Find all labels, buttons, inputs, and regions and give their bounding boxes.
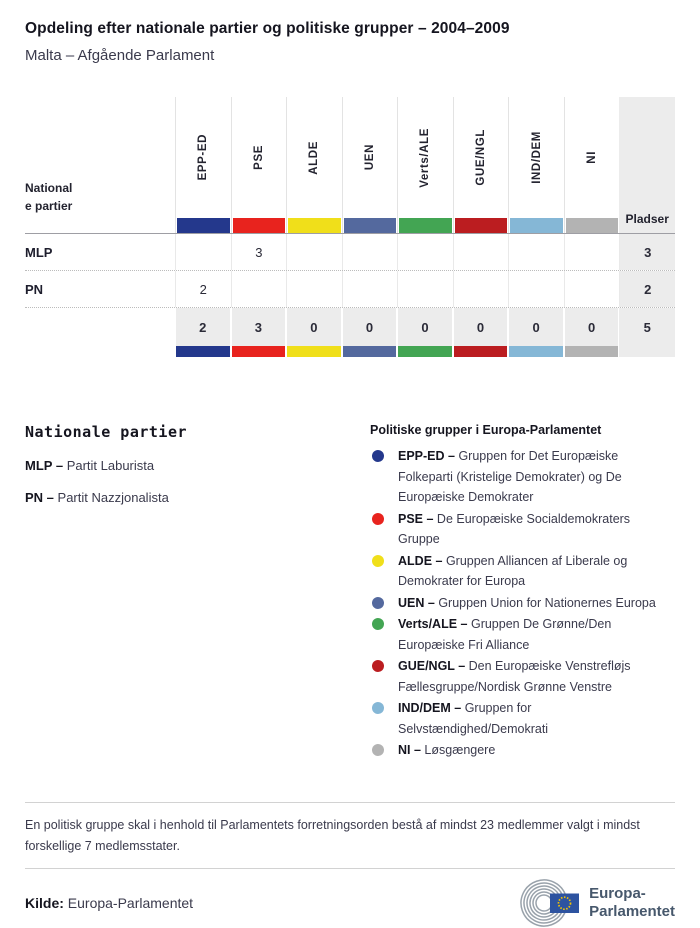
group-color-bar	[398, 346, 452, 357]
table-row-pn	[25, 271, 675, 308]
group-color-dot	[372, 660, 384, 672]
group-legend-item: IND/DEM – Gruppen for Selvstændighed/Demokrati	[370, 698, 675, 739]
total-cell: 0	[565, 308, 619, 346]
group-color-dot	[372, 555, 384, 567]
total-cell: 0	[398, 308, 452, 346]
national-parties-title: Nationale partier	[25, 423, 188, 441]
total-seats-cell: 5	[619, 308, 675, 346]
corner-header	[25, 97, 175, 233]
table-header-row	[25, 97, 675, 234]
group-color-bar	[177, 218, 230, 233]
party-label: PN	[25, 281, 44, 297]
group-color-bar	[232, 346, 286, 357]
cell	[564, 271, 620, 307]
group-color-bar	[287, 346, 341, 357]
cell	[175, 234, 231, 270]
group-color-dot	[372, 618, 384, 630]
group-legend-item: Verts/ALE – Gruppen De Grønne/Den Europæiske Fri Alliance	[370, 614, 675, 655]
group-legend-item: GUE/NGL – Den Europæiske Venstrefløjs Fællesgruppe/Nordisk Grønne Venstre	[370, 656, 675, 697]
column-header-epp-ed: EPP-ED	[175, 97, 231, 233]
cell	[508, 234, 564, 270]
eu-flag-icon	[550, 893, 579, 913]
seats-cell: 2	[619, 271, 675, 307]
group-color-bar	[455, 218, 508, 233]
legend-section	[25, 423, 675, 762]
column-header-ni: NI	[564, 97, 620, 233]
cell: 2	[175, 271, 231, 307]
political-groups-legend	[370, 423, 675, 762]
group-color-bar	[509, 346, 563, 357]
column-header-ind-dem: IND/DEM	[508, 97, 564, 233]
cell	[231, 271, 287, 307]
party-label: MLP	[25, 244, 53, 260]
total-cell: 2	[176, 308, 230, 346]
cell	[286, 271, 342, 307]
source-label: Kilde:	[25, 894, 64, 911]
ep-hemicycle-icon	[517, 878, 581, 928]
total-cell: 0	[287, 308, 341, 346]
column-header-alde: ALDE	[286, 97, 342, 233]
political-groups-title: Politiske grupper i Europa-Parlamentet	[370, 423, 602, 437]
cell: 3	[231, 234, 287, 270]
cell	[508, 271, 564, 307]
source-value: Europa-Parlamentet	[67, 894, 194, 911]
footnote-section	[25, 802, 675, 857]
group-color-bar	[343, 346, 397, 357]
logo-wordmark: Europa- Parlamentet	[589, 884, 675, 920]
group-legend-item: PSE – De Europæiske Socialdemokraters Gruppe	[370, 509, 675, 550]
footnote-text: En politisk gruppe skal i henhold til Parlamentets forretningsorden bestå af mindst 23 medlemmer valgt i mindst forskellige 7 medlemsstater.	[25, 817, 640, 853]
totals-label-empty	[25, 308, 175, 346]
cell	[564, 234, 620, 270]
corner-header-line1: National	[25, 180, 73, 195]
footer-divider	[25, 868, 675, 869]
total-cell: 0	[343, 308, 397, 346]
cell	[397, 271, 453, 307]
group-color-bar	[565, 346, 619, 357]
party-legend-item: PN – Partit Nazzjonalista	[25, 490, 169, 505]
table-bottom-bars	[25, 346, 675, 357]
cell	[342, 271, 398, 307]
group-color-bar	[454, 346, 508, 357]
total-cell: 3	[232, 308, 286, 346]
group-color-dot	[372, 702, 384, 714]
seats-cell: 3	[619, 234, 675, 270]
group-legend-item: ALDE – Gruppen Alliancen af Liberale og Demokrater for Europa	[370, 551, 675, 592]
group-color-bar	[233, 218, 286, 233]
cell	[397, 234, 453, 270]
group-color-dot	[372, 450, 384, 462]
group-color-bar	[510, 218, 563, 233]
group-color-bar	[399, 218, 452, 233]
footer	[25, 878, 675, 928]
seats-column-footer	[619, 346, 675, 357]
source-line	[25, 895, 193, 911]
group-color-bar	[566, 218, 619, 233]
seats-table	[25, 97, 675, 357]
corner-header-line2: e partier	[25, 199, 73, 214]
page-subtitle: Malta – Afgående Parlament	[25, 47, 215, 64]
group-color-bar	[344, 218, 397, 233]
group-color-bar	[288, 218, 341, 233]
column-header-verts-ale: Verts/ALE	[397, 97, 453, 233]
group-color-dot	[372, 744, 384, 756]
cell	[286, 234, 342, 270]
table-totals-row	[25, 308, 675, 346]
cell	[453, 271, 509, 307]
group-color-bar	[176, 346, 230, 357]
column-header-pse: PSE	[231, 97, 287, 233]
group-color-dot	[372, 597, 384, 609]
group-color-dot	[372, 513, 384, 525]
table-row-mlp	[25, 234, 675, 271]
total-cell: 0	[454, 308, 508, 346]
group-legend-item: NI – Løsgængere	[370, 740, 675, 761]
cell	[453, 234, 509, 270]
total-cell: 0	[509, 308, 563, 346]
europa-parlamentet-logo	[517, 878, 675, 928]
column-header-seats: Pladser	[619, 97, 675, 233]
cell	[342, 234, 398, 270]
column-header-gue-ngl: GUE/NGL	[453, 97, 509, 233]
group-legend-item: UEN – Gruppen Union for Nationernes Europa	[370, 593, 675, 614]
page-title: Opdeling efter nationale partier og politiske grupper – 2004–2009	[25, 20, 510, 37]
group-legend-item: EPP-ED – Gruppen for Det Europæiske Folkeparti (Kristelige Demokrater) og De Europæiske Demokrater	[370, 446, 675, 508]
column-header-uen: UEN	[342, 97, 398, 233]
national-parties-legend	[25, 423, 370, 762]
party-legend-item: MLP – Partit Laburista	[25, 458, 155, 473]
